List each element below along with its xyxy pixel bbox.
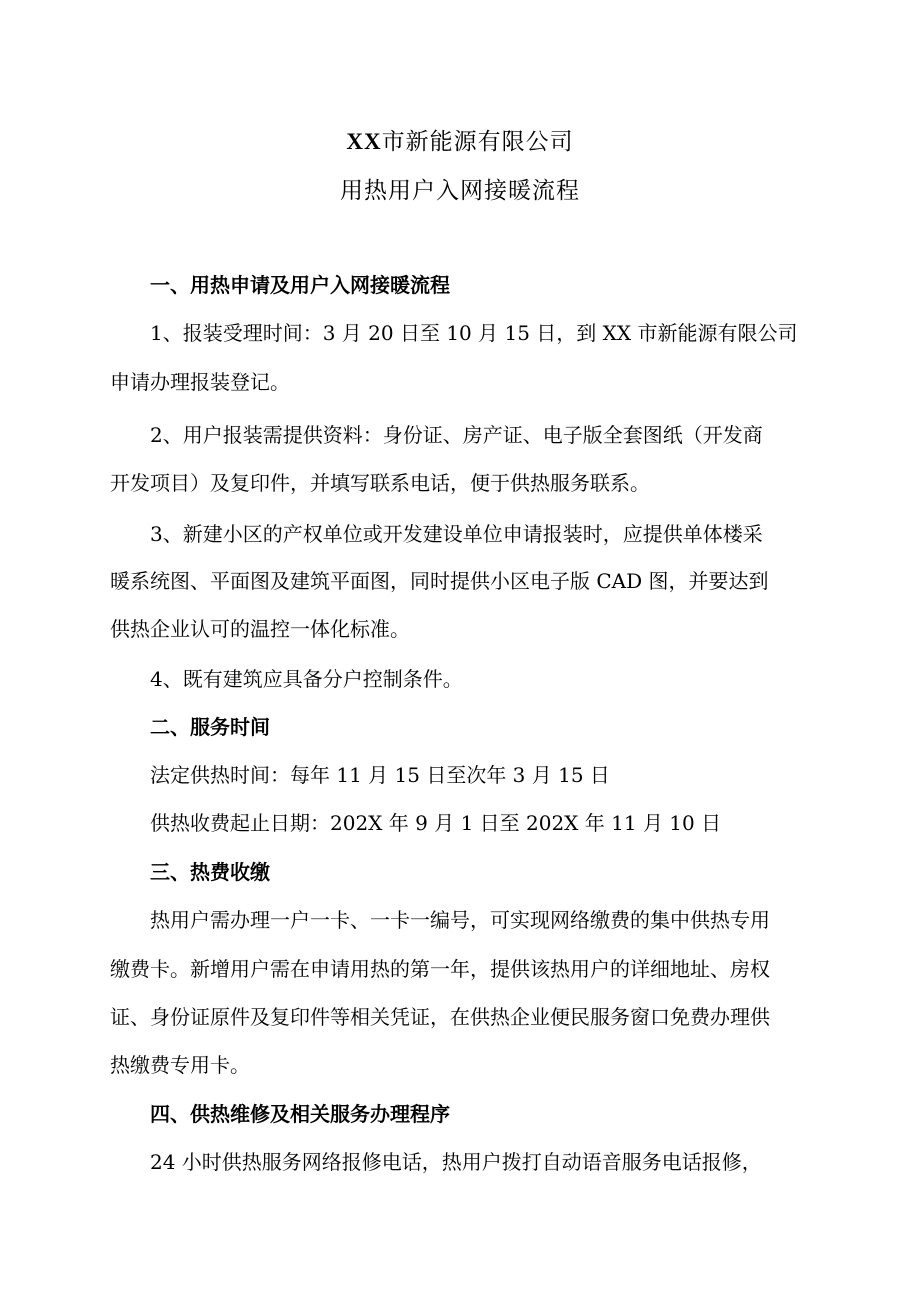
paragraph-line: 证、身份证原件及复印件等相关凭证，在供热企业便民服务窗口免费办理供 xyxy=(110,1005,770,1029)
paragraph-line: 法定供热时间：每年 11 月 15 日至次年 3 月 15 日 xyxy=(150,763,610,787)
section-4-heading: 四、供热维修及相关服务办理程序 xyxy=(150,1102,450,1126)
section-3-heading: 三、热费收缴 xyxy=(150,860,270,884)
paragraph-line: 4、既有建筑应具备分户控制条件。 xyxy=(150,667,463,691)
paragraph-line: 暖系统图、平面图及建筑平面图，同时提供小区电子版 CAD 图，并要达到 xyxy=(110,569,769,593)
paragraph-line: 热用户需办理一户一卡、一卡一编号，可实现网络缴费的集中供热专用 xyxy=(150,908,770,932)
section-1-heading: 一、用热申请及用户入网接暖流程 xyxy=(150,273,450,297)
paragraph-line: 24 小时供热服务网络报修电话，热用户拨打自动语音服务电话报修， xyxy=(150,1150,762,1174)
paragraph-line: 申请办理报装登记。 xyxy=(110,370,290,394)
document-subtitle: 用热用户入网接暖流程 xyxy=(340,178,580,204)
paragraph-line: 缴费卡。新增用户需在申请用热的第一年，提供该热用户的详细地址、房权 xyxy=(110,957,770,981)
section-2-heading: 二、服务时间 xyxy=(150,715,270,739)
paragraph-line: 2、用户报装需提供资料：身份证、房产证、电子版全套图纸（开发商 xyxy=(150,423,763,447)
document-title xyxy=(0,127,920,157)
paragraph-line: 开发项目）及复印件，并填写联系电话，便于供热服务联系。 xyxy=(110,471,650,495)
company-prefix: XX xyxy=(346,129,382,154)
paragraph-line: 1、报装受理时间：3 月 20 日至 10 月 15 日，到 XX 市新能源有限公司 xyxy=(150,321,798,345)
company-name: 市新能源有限公司 xyxy=(381,129,574,155)
paragraph-line: 3、新建小区的产权单位或开发建设单位申请报装时，应提供单体楼采 xyxy=(150,522,763,546)
paragraph-line: 热缴费专用卡。 xyxy=(110,1053,250,1077)
paragraph-line: 供热收费起止日期：202X 年 9 月 1 日至 202X 年 11 月 10 日 xyxy=(150,811,722,835)
paragraph-line: 供热企业认可的温控一体化标准。 xyxy=(110,617,410,641)
